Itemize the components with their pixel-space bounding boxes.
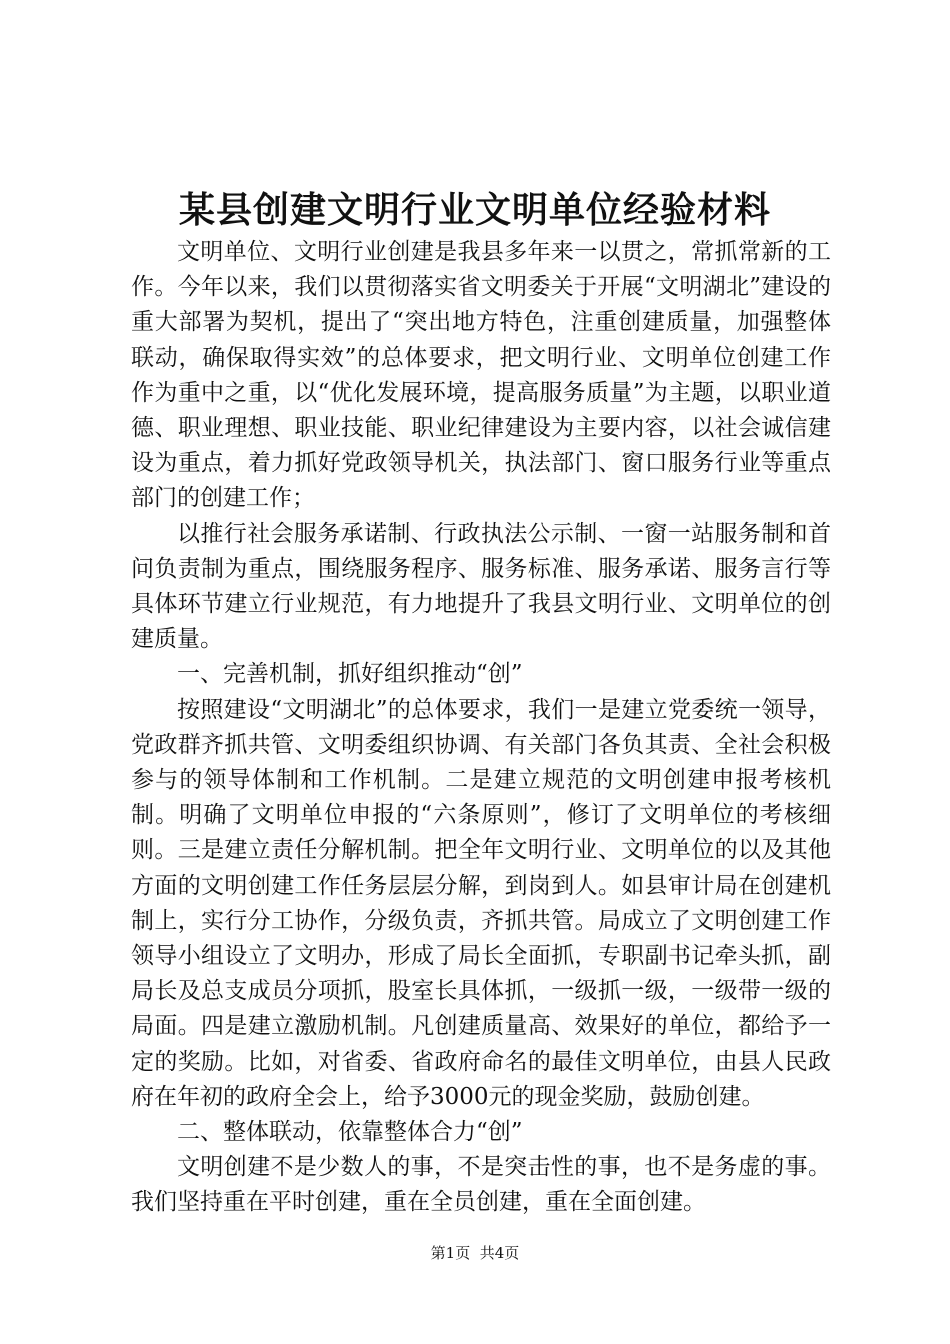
page-number: 第1页 (430, 1244, 471, 1262)
document-title: 某县创建文明行业文明单位经验材料 (178, 189, 771, 231)
page-footer (0, 1243, 950, 1263)
section-heading-1: 一、完善机制，抓好组织推动“创” (177, 661, 523, 688)
paragraph-intro: 文明单位、文明行业创建是我县多年来一以贯之，常抓常新的工作。今年以来，我们以贯彻落实省文明委关于开展“文明湖北”建设的重大部署为契机，提出了“突出地方特色，注重创建质量，加强整体联动，确保取得实效”的总体要求，把文明行业、文明单位创建工作作为重中之重，以“优化发展环境，提高服务质量”为主题，以职业道德、职业理想、职业技能、职业纪律建设为主要内容，以社会诚信建设为重点，着力抓好党政领导机关，执法部门、窗口服务行业等重点部门的创建工作； (131, 239, 831, 512)
paragraph-service-system: 以推行社会服务承诺制、行政执法公示制、一窗一站服务制和首问负责制为重点，围绕服务程序、服务标准、服务承诺、服务言行等具体环节建立行业规范，有力地提升了我县文明行业、文明单位的创建质量。 (131, 520, 831, 653)
page-total: 共4页 (479, 1244, 520, 1262)
document-body (131, 235, 831, 1221)
section-heading-2: 二、整体联动，依靠整体合力“创” (177, 1119, 523, 1146)
paragraph-mechanism: 按照建设“文明湖北”的总体要求，我们一是建立党委统一领导，党政群齐抓共管、文明委组织协调、有关部门各负其责、全社会积极参与的领导体制和工作机制。二是建立规范的文明创建申报考核机制。明确了文明单位申报的“六条原则”，修订了文明单位的考核细则。三是建立责任分解机制。把全年文明行业、文明单位的以及其他方面的文明创建工作任务层层分解，到岗到人。如县审计局在创建机制上，实行分工协作，分级负责，齐抓共管。局成立了文明创建工作领导小组设立了文明办，形成了局长全面抓，专职副书记牵头抓，副局长及总支成员分项抓，股室长具体抓，一级抓一级，一级带一级的局面。四是建立激励机制。凡创建质量高、效果好的单位，都给予一定的奖励。比如，对省委、省政府命名的最佳文明单位，由县人民政府在年初的政府全会上，给予3000元的现金奖励，鼓励创建。 (131, 696, 831, 1110)
paragraph-linkage: 文明创建不是少数人的事，不是突击性的事，也不是务虚的事。我们坚持重在平时创建，重在全员创建，重在全面创建。 (131, 1154, 831, 1216)
